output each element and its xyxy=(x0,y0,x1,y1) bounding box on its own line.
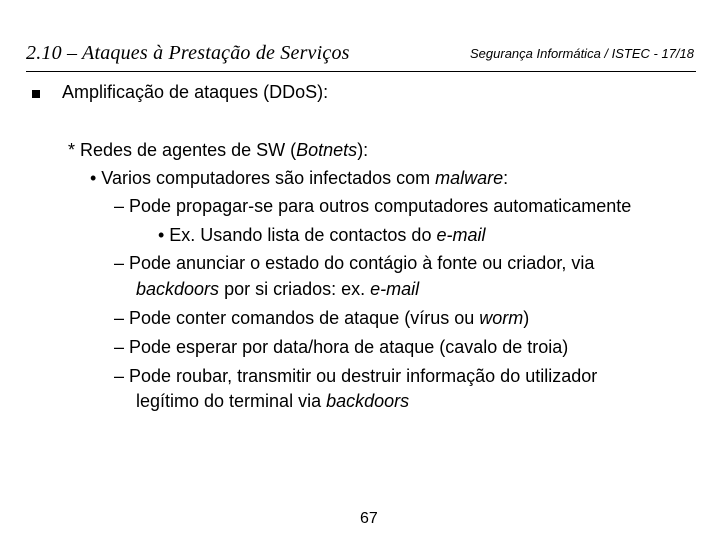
course-label: Segurança Informática / ISTEC - 17/18 xyxy=(470,46,694,61)
email-term: e-mail xyxy=(436,225,486,245)
backdoors-term-2: backdoors xyxy=(326,391,410,411)
announce-mid: por si criados: ex. xyxy=(219,279,371,299)
slide-title: 2.10 – Ataques à Prestação de Serviços xyxy=(26,42,350,64)
example-prefix: • Ex. Usando lista de contactos do xyxy=(158,225,437,245)
backdoors-term: backdoors xyxy=(136,279,220,299)
botnets-line xyxy=(68,140,368,161)
malware-term: malware xyxy=(435,168,504,188)
square-bullet-icon xyxy=(32,90,40,98)
item-announce-line1: – Pode anunciar o estado do contágio à fonte ou criador, via xyxy=(114,253,595,273)
page-number: 67 xyxy=(360,510,378,527)
item-steal-line2 xyxy=(136,391,409,412)
header-divider xyxy=(26,71,696,72)
item-propagate: – Pode propagar-se para outros computadores automaticamente xyxy=(114,196,632,216)
item-announce-line2 xyxy=(136,279,419,300)
worm-term: worm xyxy=(479,308,524,328)
item-wait: – Pode esperar por data/hora de ataque (cavalo de troia) xyxy=(114,337,569,357)
commands-suffix: ) xyxy=(523,308,530,328)
infected-prefix: • Varios computadores são infectados com xyxy=(90,168,436,188)
item-commands xyxy=(114,308,529,329)
commands-prefix: – Pode conter comandos de ataque (vírus ou xyxy=(114,308,480,328)
item-propagate-example xyxy=(158,225,485,246)
email-term-2: e-mail xyxy=(370,279,420,299)
steal-prefix: legítimo do terminal via xyxy=(136,391,327,411)
infected-line xyxy=(90,168,508,189)
item-steal-line1: – Pode roubar, transmitir ou destruir informação do utilizador xyxy=(114,366,598,386)
botnets-term: Botnets xyxy=(296,140,358,160)
infected-suffix: : xyxy=(503,168,509,188)
main-bullet-text: Amplificação de ataques (DDoS): xyxy=(62,82,329,102)
botnets-suffix: ): xyxy=(357,140,369,160)
botnets-prefix: * Redes de agentes de SW ( xyxy=(68,140,297,160)
